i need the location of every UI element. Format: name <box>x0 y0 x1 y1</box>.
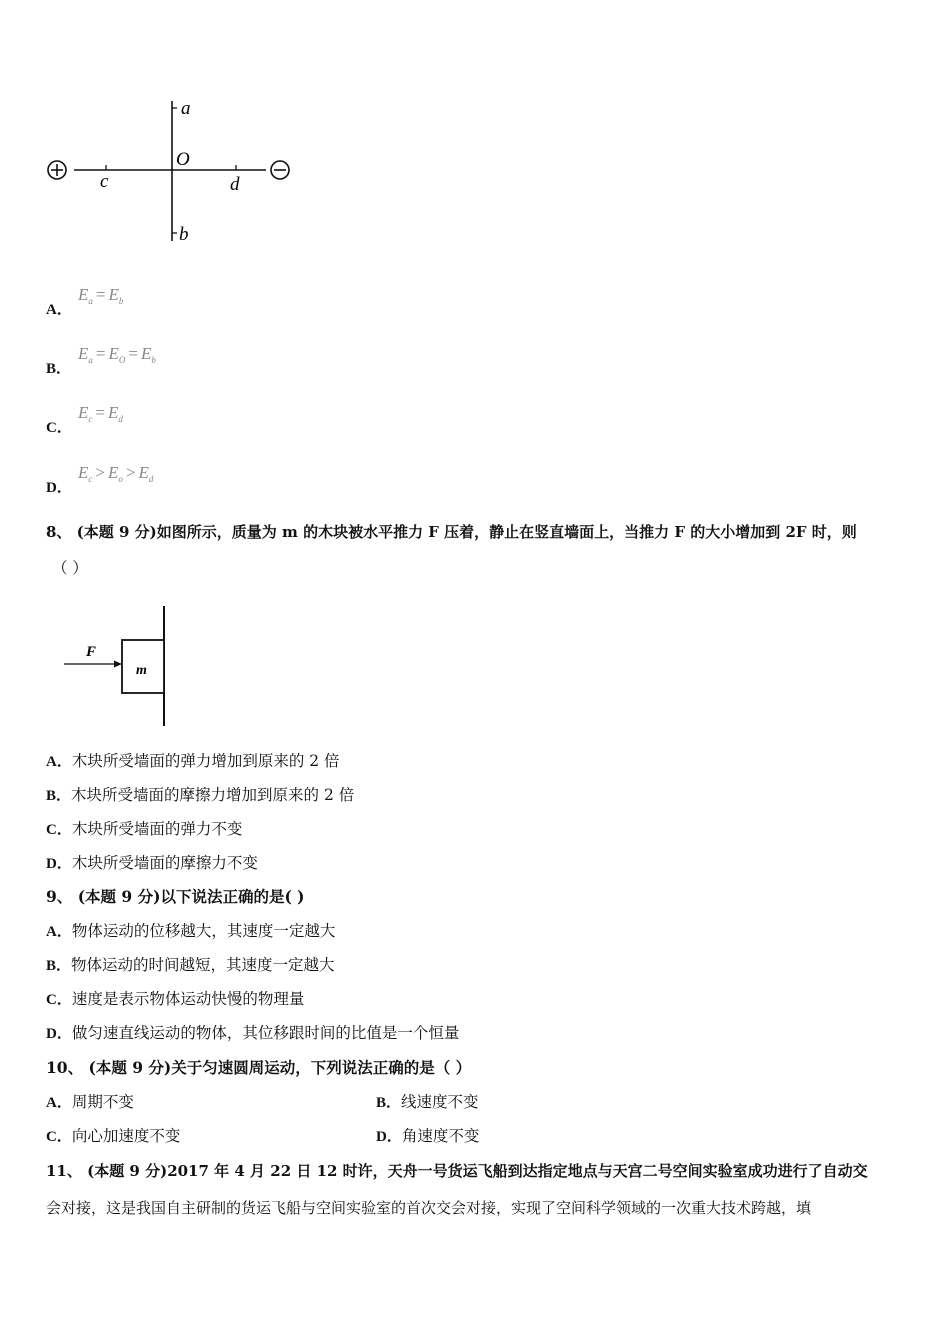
q10-option-a: A．周期不变 <box>46 1093 134 1111</box>
q9-stem: 9、 (本题 9 分)以下说法正确的是( ) <box>46 887 305 906</box>
label-d: d <box>230 174 240 195</box>
arrow-head-icon <box>114 661 122 668</box>
q7-formula-a: $E_a = E_b$ <box>78 285 124 306</box>
q9-option-b: B．物体运动的时间越短，其速度一定越大 <box>46 956 335 974</box>
q10-option-c: C．向心加速度不变 <box>46 1127 181 1145</box>
label-o: O <box>176 149 190 170</box>
q9-option-d: D．做匀速直线运动的物体，其位移跟时间的比值是一个恒量 <box>46 1024 460 1042</box>
q11-stem-line1: 11、 (本题 9 分)2017 年 4 月 22 日 12 时许，天舟一号货运飞船到达指定地点与天宫二号空间实验室成功进行了自动交 <box>46 1162 868 1180</box>
q7-formula-b: $E_a = E_O = E_b$ <box>78 344 156 365</box>
q7-option-a: A． <box>46 302 72 318</box>
q10-option-b: B．线速度不变 <box>376 1093 479 1111</box>
q10-stem: 10、 (本题 9 分)关于匀速圆周运动，下列说法正确的是（ ） <box>46 1058 472 1077</box>
q7-option-b: B． <box>46 361 72 377</box>
q8-option-c: C．木块所受墙面的弹力不变 <box>46 820 243 838</box>
q7-option-d: D． <box>46 480 72 496</box>
q8-option-b: B．木块所受墙面的摩擦力增加到原来的 2 倍 <box>46 786 355 804</box>
q8-option-a: A．木块所受墙面的弹力增加到原来的 2 倍 <box>46 752 340 770</box>
q10-option-d: D．角速度不变 <box>376 1127 480 1145</box>
q8-blank: （ ） <box>52 559 88 577</box>
block-wall-figure <box>60 602 180 732</box>
q9-option-a: A．物体运动的位移越大，其速度一定越大 <box>46 922 336 940</box>
q7-option-c: C． <box>46 420 72 436</box>
label-c: c <box>100 171 109 192</box>
charge-axis-figure <box>40 95 310 255</box>
label-a: a <box>181 98 191 119</box>
q8-option-d: D．木块所受墙面的摩擦力不变 <box>46 854 258 872</box>
negative-charge-icon <box>271 161 289 179</box>
force-label: F <box>86 644 97 660</box>
q7-formula-c: $E_c = E_d$ <box>78 403 123 424</box>
label-b: b <box>179 224 189 245</box>
positive-charge-icon <box>48 161 66 179</box>
q8-stem: 8、 (本题 9 分)如图所示，质量为 m 的木块被水平推力 F 压着，静止在竖直墙面上，当推力 F 的大小增加到 2F 时，则 <box>46 523 857 541</box>
mass-label: m <box>136 663 147 678</box>
q9-option-c: C．速度是表示物体运动快慢的物理量 <box>46 990 305 1008</box>
q7-formula-d: $E_c > E_o > E_d$ <box>78 463 154 484</box>
q11-stem-line2: 会对接，这是我国自主研制的货运飞船与空间实验室的首次交会对接，实现了空间科学领域的一次重大技术跨越，填 <box>46 1199 812 1217</box>
